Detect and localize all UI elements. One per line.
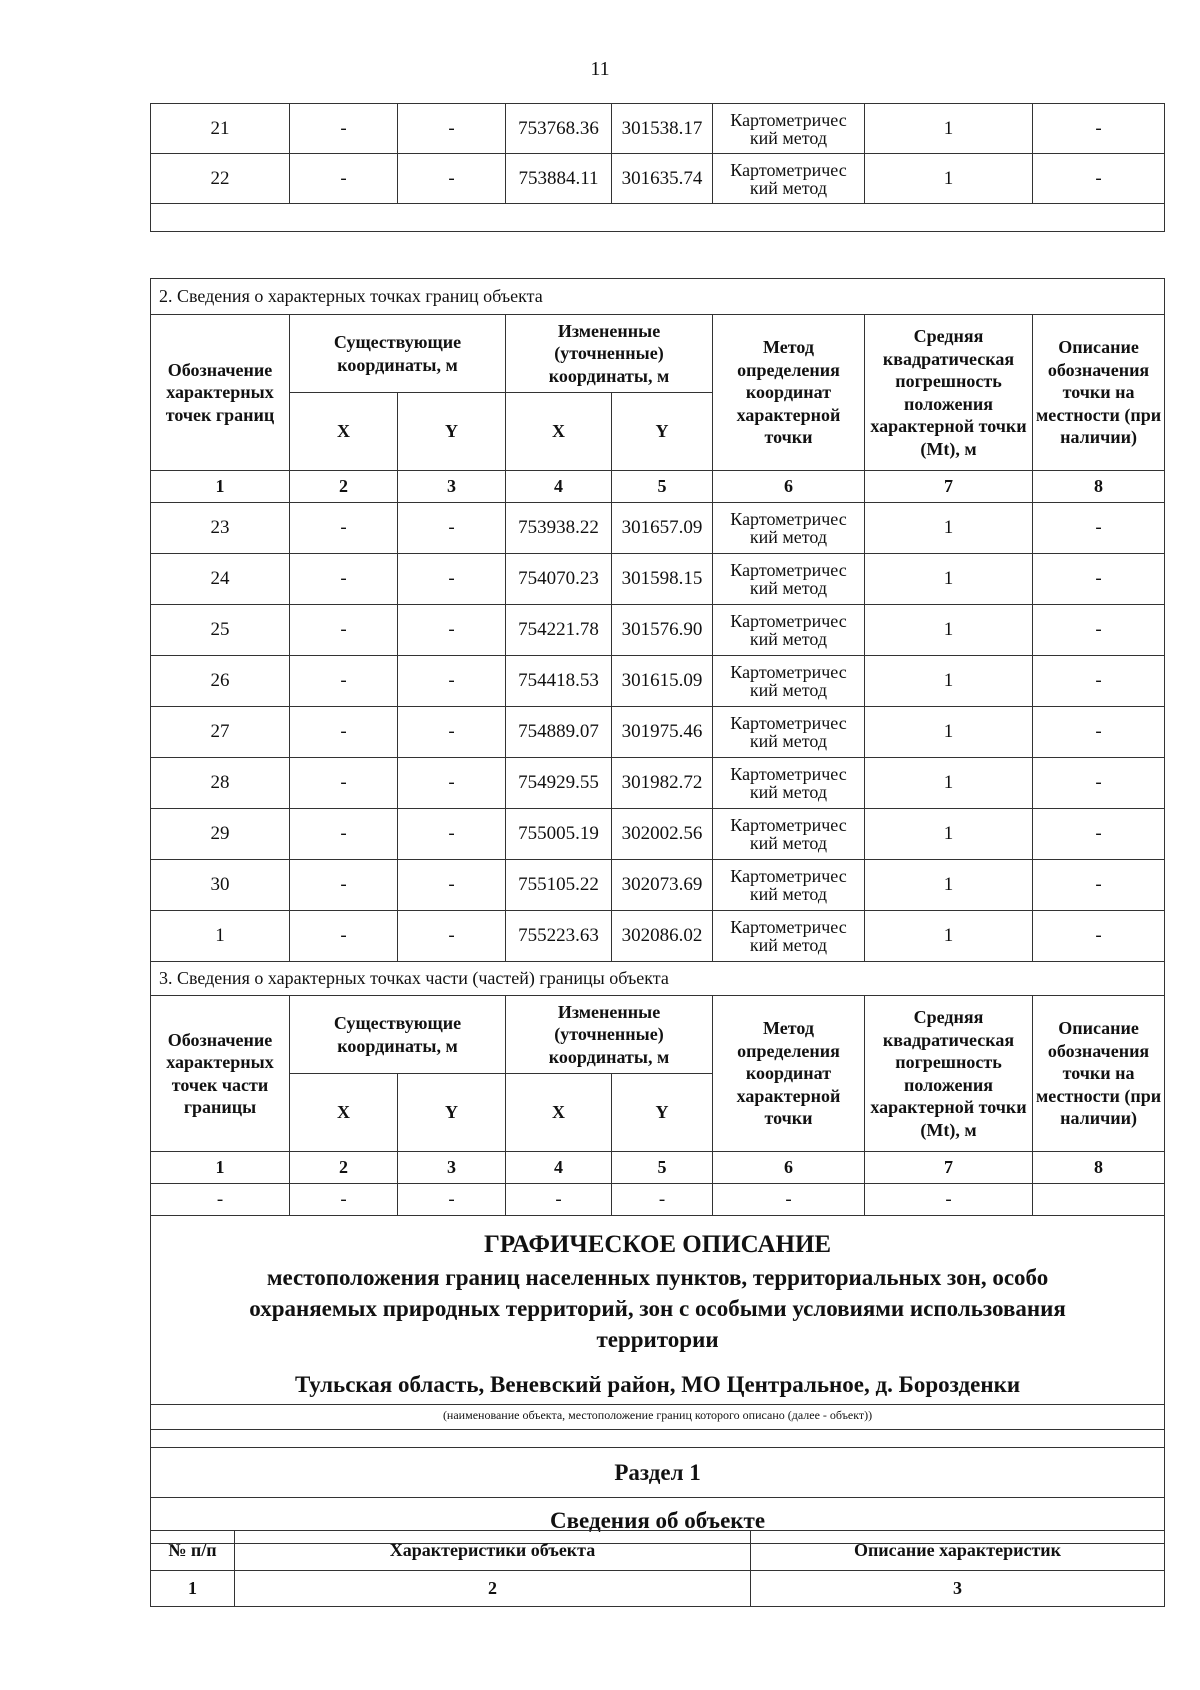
col-changed-header: Измененные (уточненные) координаты, м [506,315,713,393]
mt-value: 1 [865,860,1033,911]
table-row-empty [151,204,1165,232]
existing-y: - [398,503,506,554]
col-y-header: Y [398,1074,506,1152]
changed-x: 755105.22 [506,860,612,911]
changed-x: 754070.23 [506,554,612,605]
existing-x: - [290,707,398,758]
method-cell: Картометричес кий метод [713,911,865,962]
mt-value: 1 [865,503,1033,554]
column-number: 5 [612,471,713,503]
method-cell: Картометричес кий метод [713,154,865,204]
existing-y: - [398,656,506,707]
graphic-subtitle-line-2: охраняемых природных территорий, зон с особыми условиями использования [249,1295,1066,1321]
col-x-header: X [506,393,612,471]
description: - [1033,554,1165,605]
mt-value: 1 [865,154,1033,204]
point-number: 27 [151,707,290,758]
mt-value: 1 [865,809,1033,860]
existing-x: - [290,503,398,554]
col-point-header: Обозначение характерных точек части границы [151,996,290,1152]
boundary-table [150,278,1165,1544]
table-row [151,860,1165,911]
existing-y: - [398,911,506,962]
description: - [1033,656,1165,707]
col-desc-header: Описание характеристик [751,1531,1165,1571]
col-method-header: Метод определения координат характерной точки [713,996,865,1152]
changed-x: 755223.63 [506,911,612,962]
col-y-header: Y [398,393,506,471]
column-number: 7 [865,1152,1033,1184]
continuation-table [150,103,1165,232]
col-y-header: Y [612,393,713,471]
point-number: 28 [151,758,290,809]
page-number: 11 [590,58,610,80]
column-number: 6 [713,471,865,503]
col-mt-header: Средняя квадратическая погрешность положения характерной точки (Mt), м [865,996,1033,1152]
col-changed-header: Измененные (уточненные) координаты, м [506,996,713,1074]
graphic-description-header [151,1216,1165,1430]
graphic-subtitle-line-3: территории [596,1326,719,1352]
object-characteristics-table [150,1530,1165,1607]
col-x-header: X [290,1074,398,1152]
col-char-header: Характеристики объекта [235,1531,751,1571]
col-desc-header: Описание обозначения точки на местности (при наличии) [1033,315,1165,471]
section-heading: Раздел 1 [151,1447,1165,1497]
section-3-title: 3. Сведения о характерных точках части (частей) границы объекта [151,962,1165,996]
col-desc-header: Описание обозначения точки на местности (при наличии) [1033,996,1165,1152]
description: - [1033,605,1165,656]
column-number: 1 [151,1152,290,1184]
column-number: 3 [751,1571,1165,1607]
point-number: 30 [151,860,290,911]
table-row [151,605,1165,656]
existing-x: - [290,860,398,911]
column-number: 3 [398,1152,506,1184]
column-numbers-row [151,1571,1165,1607]
changed-y: 302002.56 [612,809,713,860]
table-row [151,554,1165,605]
point-number: 21 [151,104,290,154]
col-mt-header: Средняя квадратическая погрешность положения характерной точки (Mt), м [865,315,1033,471]
existing-y: - [398,104,506,154]
column-numbers-row [151,471,1165,503]
point-number: 29 [151,809,290,860]
existing-y: - [398,154,506,204]
method-cell: Картометричес кий метод [713,758,865,809]
point-number: 24 [151,554,290,605]
column-number: 8 [1033,1152,1165,1184]
column-number: 2 [290,1152,398,1184]
col-y-header: Y [612,1074,713,1152]
col-no-header: № п/п [151,1531,235,1571]
description: - [1033,503,1165,554]
point-number: 23 [151,503,290,554]
column-number: 4 [506,471,612,503]
section-2-title: 2. Сведения о характерных точках границ объекта [151,279,1165,315]
col-existing-header: Существующие координаты, м [290,996,506,1074]
column-number: 4 [506,1152,612,1184]
description: - [1033,154,1165,204]
description: - [1033,707,1165,758]
empty-cell: - [151,1184,290,1216]
changed-y: 301975.46 [612,707,713,758]
column-number: 5 [612,1152,713,1184]
empty-cell [1033,1184,1165,1216]
point-number: 22 [151,154,290,204]
method-cell: Картометричес кий метод [713,860,865,911]
method-cell: Картометричес кий метод [713,656,865,707]
table-row [151,911,1165,962]
mt-value: 1 [865,605,1033,656]
description: - [1033,809,1165,860]
point-number: 26 [151,656,290,707]
changed-x: 753938.22 [506,503,612,554]
existing-x: - [290,656,398,707]
table-row [151,503,1165,554]
empty-cell: - [290,1184,398,1216]
description: - [1033,758,1165,809]
changed-y: 301576.90 [612,605,713,656]
column-number: 7 [865,471,1033,503]
mt-value: 1 [865,554,1033,605]
changed-y: 301615.09 [612,656,713,707]
column-number: 1 [151,1571,235,1607]
existing-x: - [290,911,398,962]
changed-x: 754418.53 [506,656,612,707]
changed-x: 754889.07 [506,707,612,758]
table-row [151,154,1165,204]
mt-value: 1 [865,758,1033,809]
changed-x: 754929.55 [506,758,612,809]
col-existing-header: Существующие координаты, м [290,315,506,393]
graphic-title: ГРАФИЧЕСКОЕ ОПИСАНИЕ [483,1231,832,1258]
point-number: 1 [151,911,290,962]
mt-value: 1 [865,911,1033,962]
method-cell: Картометричес кий метод [713,104,865,154]
table-row [151,809,1165,860]
existing-y: - [398,758,506,809]
empty-cell: - [506,1184,612,1216]
changed-x: 753884.11 [506,154,612,204]
mt-value: 1 [865,104,1033,154]
method-cell: Картометричес кий метод [713,503,865,554]
section-heading-title: Сведения об объекте [151,1497,1165,1543]
object-caption: (наименование объекта, местоположение границ которого описано (далее - объект)) [442,1407,873,1422]
col-method-header: Метод определения координат характерной точки [713,315,865,471]
column-number: 2 [235,1571,751,1607]
changed-y: 301538.17 [612,104,713,154]
empty-cell: - [865,1184,1033,1216]
existing-x: - [290,554,398,605]
changed-x: 754221.78 [506,605,612,656]
table-row [151,707,1165,758]
existing-y: - [398,554,506,605]
existing-y: - [398,707,506,758]
table-row-empty [151,1184,1165,1216]
point-number: 25 [151,605,290,656]
changed-x: 753768.36 [506,104,612,154]
column-number: 1 [151,471,290,503]
existing-x: - [290,758,398,809]
col-point-header: Обозначение характерных точек границ [151,315,290,471]
changed-y: 301635.74 [612,154,713,204]
changed-y: 301657.09 [612,503,713,554]
empty-cell: - [713,1184,865,1216]
empty-cell: - [612,1184,713,1216]
col-x-header: X [506,1074,612,1152]
existing-y: - [398,860,506,911]
column-number: 6 [713,1152,865,1184]
method-cell: Картометричес кий метод [713,707,865,758]
existing-x: - [290,104,398,154]
mt-value: 1 [865,656,1033,707]
description: - [1033,860,1165,911]
method-cell: Картометричес кий метод [713,554,865,605]
description: - [1033,911,1165,962]
existing-x: - [290,809,398,860]
object-name: Тульская область, Веневский район, МО Центральное, д. Борозденки [295,1371,1021,1397]
empty-cell: - [398,1184,506,1216]
changed-y: 302073.69 [612,860,713,911]
col-x-header: X [290,393,398,471]
method-cell: Картометричес кий метод [713,605,865,656]
table-row [151,104,1165,154]
existing-y: - [398,809,506,860]
description: - [1033,104,1165,154]
method-cell: Картометричес кий метод [713,809,865,860]
column-number: 3 [398,471,506,503]
table-row [151,758,1165,809]
changed-y: 302086.02 [612,911,713,962]
column-number: 2 [290,471,398,503]
changed-x: 755005.19 [506,809,612,860]
column-numbers-row [151,1152,1165,1184]
existing-y: - [398,605,506,656]
existing-x: - [290,605,398,656]
table-row [151,656,1165,707]
graphic-subtitle-line-1: местоположения границ населенных пунктов, территориальных зон, особо [266,1264,1049,1290]
mt-value: 1 [865,707,1033,758]
changed-y: 301982.72 [612,758,713,809]
existing-x: - [290,154,398,204]
changed-y: 301598.15 [612,554,713,605]
column-number: 8 [1033,471,1165,503]
